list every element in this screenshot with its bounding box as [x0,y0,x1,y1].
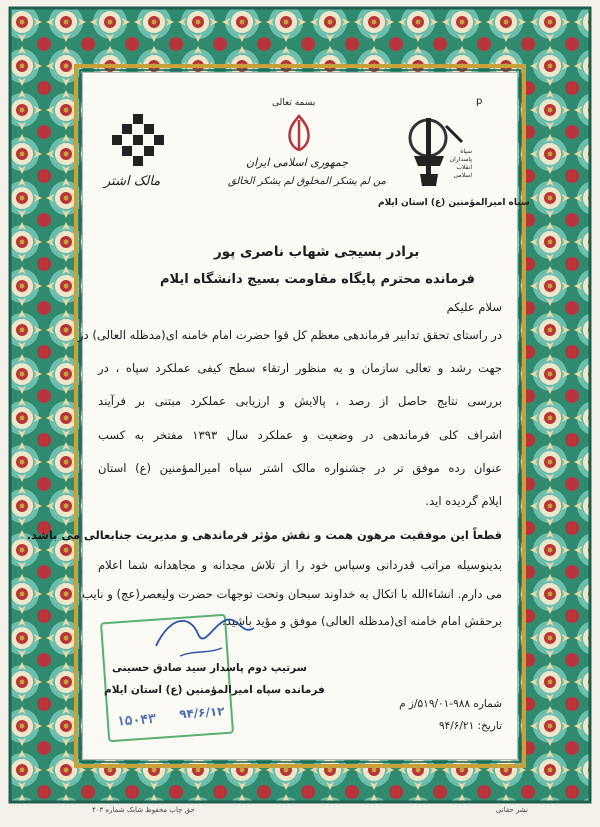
signer-title: فرمانده سپاه امیرالمؤمنین (ع) استان ایلام [104,684,325,696]
body-line-4: اشراف کلی فرماندهی در وضعیت و عملکرد سال ۱۳۹۳ مفتخر به کسب [98,428,503,442]
closing-line-2: می دارم. انشاءالله با اتکال به خداوند سبحان وتحت توجهات حضرت ولیعصر(عج) و نایب [82,587,502,601]
iran-emblem-icon [282,114,316,152]
closing-line-1: بدینوسیله مراتب قدردانی وسپاس خود را از تلاش مجدانه و مجاهدانه شما اعلام [98,558,502,572]
handwritten-signature [150,606,260,666]
malek-ashtar-logo [108,110,168,170]
irgc-caption: سپاه امیرالمؤمنین (ع) استان ایلام [378,198,530,208]
header-country: جمهوری اسلامی ایران [246,156,349,169]
footer-copyright: حق چاپ محفوظ شابک شماره ۴۰۳ [92,806,195,814]
irgc-small-text: سپاه پاسداران انقلاب اسلامی [449,148,472,179]
reference-number: شماره ۹۸۸-۵۱۹/۰۱/ز م [399,698,502,710]
closing-last-line: برحقش امام خامنه ای(مدظله العالی) موفق و مؤید باشید. [222,614,502,628]
emphasis-line: قطعاً این موفقیت مرهون همت و نقش مؤثر فرماندهی و مدیریت جنابعالی می باشد. [26,528,502,542]
recipient-position: فرمانده محترم پایگاه مقاومت بسیج دانشگاه ایلام [160,272,475,287]
stamp-date: ۹۴/۶/۱۲ [178,704,225,722]
body-line-3: بررسی نتایج حاصل از رصد ، پالایش و ارزیابی عملکرد مبتنی بر فرآیند [98,394,502,408]
footer-publisher: نشر حقانی [495,806,528,814]
recipient-name: برادر بسیجی شهاب ناصری پور [214,244,420,260]
corner-mark: p [476,96,483,107]
left-logo-text: مالک اشتر [104,174,161,189]
header-motto: من لم یشکر المخلوق لم یشکر الخالق [228,176,386,187]
body-line-5: عنوان رده موفق تر در جشنواره مالک اشتر سپاه امیرالمؤمنین (ع) استان [98,461,502,475]
body-line-2: جهت رشد و تعالی سازمان و به منظور ارتقاء سطح کیفی عملکرد سپاه ، در [98,361,502,375]
stamp-number: ۱۵۰۴۳ [116,711,157,730]
reference-date: تاریخ: ۹۴/۶/۲۱ [438,720,502,732]
signer-name: سرتیپ دوم پاسدار سید صادق حسینی [112,662,307,674]
greeting: سلام علیکم [446,300,502,314]
basmala: بسمه تعالی [272,98,316,108]
body-last-line: ایلام گردیده اید. [425,494,502,508]
body-line-1: در راستای تحقق تدابیر فرماندهی معظم کل قوا حضرت امام خامنه ای(مدظله العالی) در [77,328,502,342]
